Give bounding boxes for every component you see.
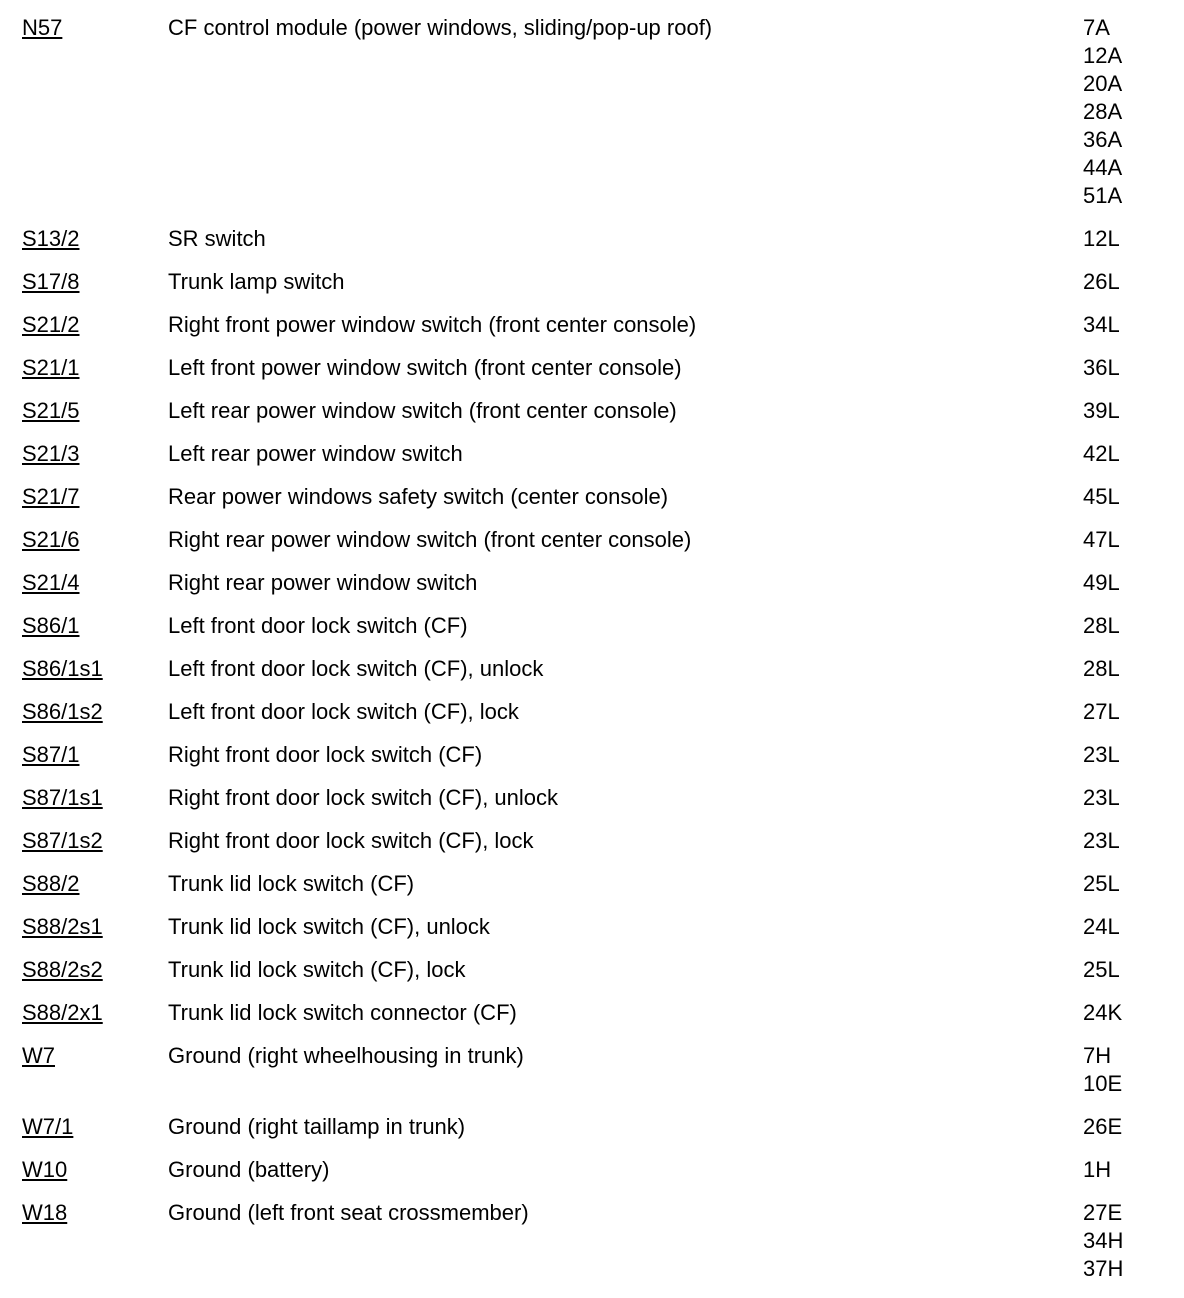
- grid-location: 20A: [1083, 71, 1123, 96]
- grid-location: 45L: [1083, 484, 1120, 509]
- grid-locations: [1083, 483, 1163, 511]
- grid-location: 49L: [1083, 570, 1120, 595]
- grid-locations: [1083, 268, 1163, 296]
- component-code-link[interactable]: S21/7: [22, 484, 80, 509]
- grid-location: 25L: [1083, 871, 1120, 896]
- legend-row: [0, 1042, 1184, 1098]
- component-code-cell: [0, 999, 168, 1027]
- component-code-cell: [0, 1199, 168, 1227]
- component-code-link[interactable]: S88/2x1: [22, 1000, 103, 1025]
- legend-row: [0, 655, 1184, 683]
- grid-location: 36A: [1083, 127, 1123, 152]
- component-code-cell: [0, 397, 168, 425]
- grid-location: 51A: [1083, 183, 1123, 208]
- legend-row: [0, 956, 1184, 984]
- legend-row: [0, 440, 1184, 468]
- grid-location: 27E: [1083, 1200, 1123, 1225]
- component-code-cell: [0, 1042, 168, 1070]
- grid-location: 42L: [1083, 441, 1120, 466]
- component-code-cell: [0, 612, 168, 640]
- legend-row: [0, 526, 1184, 554]
- component-code-link[interactable]: N57: [22, 15, 63, 40]
- grid-locations: [1083, 741, 1163, 769]
- grid-location: 28L: [1083, 656, 1120, 681]
- grid-locations: [1083, 827, 1163, 855]
- component-description: Trunk lamp switch: [168, 269, 345, 294]
- component-code-link[interactable]: S88/2s2: [22, 957, 103, 982]
- component-description: Trunk lid lock switch (CF), lock: [168, 957, 466, 982]
- component-description: Right front door lock switch (CF), lock: [168, 828, 534, 853]
- component-code-link[interactable]: S21/1: [22, 355, 80, 380]
- component-code-link[interactable]: S17/8: [22, 269, 80, 294]
- legend-row: [0, 784, 1184, 812]
- component-code-link[interactable]: W7: [22, 1043, 55, 1068]
- legend-row: [0, 741, 1184, 769]
- grid-locations: [1083, 1156, 1163, 1184]
- component-description: Left rear power window switch (front center console): [168, 398, 677, 423]
- component-description: Ground (left front seat crossmember): [168, 1200, 529, 1225]
- grid-locations: [1083, 913, 1163, 941]
- component-code-cell: [0, 483, 168, 511]
- component-description: Trunk lid lock switch (CF): [168, 871, 415, 896]
- component-code-cell: [0, 655, 168, 683]
- component-code-cell: [0, 311, 168, 339]
- grid-location: 23L: [1083, 828, 1120, 853]
- grid-locations: [1083, 225, 1163, 253]
- grid-location: 7A: [1083, 15, 1110, 40]
- component-code-cell: [0, 1113, 168, 1141]
- grid-location: 34L: [1083, 312, 1120, 337]
- legend-row: [0, 569, 1184, 597]
- component-description: Ground (battery): [168, 1157, 330, 1182]
- legend-row: [0, 1156, 1184, 1184]
- component-code-cell: [0, 440, 168, 468]
- grid-locations: [1083, 14, 1163, 210]
- component-code-link[interactable]: S88/2: [22, 871, 80, 896]
- grid-locations: [1083, 311, 1163, 339]
- component-code-link[interactable]: S86/1s2: [22, 699, 103, 724]
- component-description: Left front power window switch (front center console): [168, 355, 682, 380]
- component-description: Left rear power window switch: [168, 441, 463, 466]
- grid-location: 34H: [1083, 1228, 1124, 1253]
- grid-location: 24L: [1083, 914, 1120, 939]
- component-code-link[interactable]: S21/4: [22, 570, 80, 595]
- grid-location: 36L: [1083, 355, 1120, 380]
- component-code-cell: [0, 225, 168, 253]
- component-code-cell: [0, 913, 168, 941]
- component-code-link[interactable]: S21/2: [22, 312, 80, 337]
- grid-location: 23L: [1083, 785, 1120, 810]
- legend-row: [0, 870, 1184, 898]
- grid-locations: [1083, 999, 1163, 1027]
- grid-locations: [1083, 1042, 1163, 1098]
- grid-location: 44A: [1083, 155, 1123, 180]
- component-code-link[interactable]: S87/1: [22, 742, 80, 767]
- component-code-link[interactable]: W10: [22, 1157, 68, 1182]
- grid-location: 12A: [1083, 43, 1123, 68]
- grid-locations: [1083, 440, 1163, 468]
- component-code-link[interactable]: S88/2s1: [22, 914, 103, 939]
- component-code-cell: [0, 14, 168, 42]
- component-code-link[interactable]: S86/1: [22, 613, 80, 638]
- component-description: Ground (right wheelhousing in trunk): [168, 1043, 524, 1068]
- legend-row: [0, 999, 1184, 1027]
- component-description: Right front door lock switch (CF): [168, 742, 483, 767]
- component-description: Right front power window switch (front center console): [168, 312, 697, 337]
- legend-row: [0, 483, 1184, 511]
- legend-row: [0, 397, 1184, 425]
- grid-locations: [1083, 870, 1163, 898]
- grid-locations: [1083, 655, 1163, 683]
- component-description: SR switch: [168, 226, 266, 251]
- component-code-cell: [0, 1156, 168, 1184]
- legend-row: [0, 1199, 1184, 1283]
- grid-locations: [1083, 698, 1163, 726]
- component-code-link[interactable]: S87/1s2: [22, 828, 103, 853]
- grid-location: 23L: [1083, 742, 1120, 767]
- legend-row: [0, 268, 1184, 296]
- grid-location: 24K: [1083, 1000, 1123, 1025]
- legend-row: [0, 612, 1184, 640]
- component-code-cell: [0, 354, 168, 382]
- component-code-link[interactable]: S21/6: [22, 527, 80, 552]
- legend-row: [0, 14, 1184, 210]
- component-code-link[interactable]: W18: [22, 1200, 68, 1225]
- legend-row: [0, 698, 1184, 726]
- component-code-link[interactable]: S13/2: [22, 226, 80, 251]
- component-code-cell: [0, 526, 168, 554]
- component-description: Left front door lock switch (CF), lock: [168, 699, 519, 724]
- grid-locations: [1083, 1199, 1163, 1283]
- grid-location: 26E: [1083, 1114, 1123, 1139]
- component-code-link[interactable]: S21/3: [22, 441, 80, 466]
- component-code-link[interactable]: S21/5: [22, 398, 80, 423]
- grid-locations: [1083, 956, 1163, 984]
- component-legend: [0, 14, 1184, 1298]
- legend-row: [0, 311, 1184, 339]
- component-code-cell: [0, 827, 168, 855]
- component-code-cell: [0, 569, 168, 597]
- component-code-cell: [0, 870, 168, 898]
- legend-row: [0, 354, 1184, 382]
- grid-location: 26L: [1083, 269, 1120, 294]
- component-description: Rear power windows safety switch (center console): [168, 484, 669, 509]
- grid-locations: [1083, 397, 1163, 425]
- component-description: Trunk lid lock switch connector (CF): [168, 1000, 517, 1025]
- grid-locations: [1083, 354, 1163, 382]
- component-description: Right front door lock switch (CF), unlock: [168, 785, 559, 810]
- component-code-link[interactable]: S86/1s1: [22, 656, 103, 681]
- grid-locations: [1083, 612, 1163, 640]
- grid-locations: [1083, 1113, 1163, 1141]
- component-code-cell: [0, 698, 168, 726]
- component-description: CF control module (power windows, sliding/pop-up roof): [168, 15, 713, 40]
- grid-location: 39L: [1083, 398, 1120, 423]
- grid-locations: [1083, 784, 1163, 812]
- component-description: Right rear power window switch: [168, 570, 478, 595]
- legend-row: [0, 827, 1184, 855]
- grid-location: 25L: [1083, 957, 1120, 982]
- component-code-cell: [0, 268, 168, 296]
- component-code-cell: [0, 741, 168, 769]
- component-code-link[interactable]: S87/1s1: [22, 785, 103, 810]
- component-code-link[interactable]: W7/1: [22, 1114, 74, 1139]
- legend-row: [0, 913, 1184, 941]
- grid-location: 37H: [1083, 1256, 1124, 1281]
- component-description: Left front door lock switch (CF), unlock: [168, 656, 544, 681]
- component-description: Right rear power window switch (front center console): [168, 527, 692, 552]
- grid-locations: [1083, 569, 1163, 597]
- grid-locations: [1083, 526, 1163, 554]
- component-description: Left front door lock switch (CF): [168, 613, 468, 638]
- component-code-cell: [0, 784, 168, 812]
- grid-location: 28L: [1083, 613, 1120, 638]
- component-code-cell: [0, 956, 168, 984]
- grid-location: 7H: [1083, 1043, 1112, 1068]
- component-description: Trunk lid lock switch (CF), unlock: [168, 914, 490, 939]
- legend-row: [0, 225, 1184, 253]
- legend-row: [0, 1113, 1184, 1141]
- component-description: Ground (right taillamp in trunk): [168, 1114, 466, 1139]
- grid-location: 1H: [1083, 1157, 1112, 1182]
- grid-location: 28A: [1083, 99, 1123, 124]
- grid-location: 27L: [1083, 699, 1120, 724]
- grid-location: 10E: [1083, 1071, 1123, 1096]
- grid-location: 47L: [1083, 527, 1120, 552]
- grid-location: 12L: [1083, 226, 1120, 251]
